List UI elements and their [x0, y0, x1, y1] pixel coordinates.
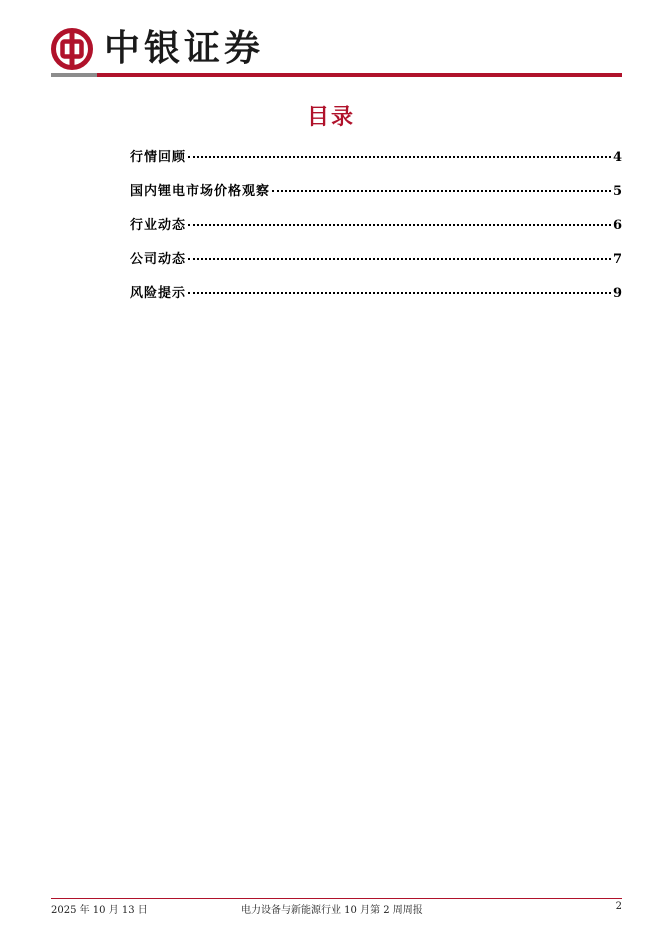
- toc-entry-label[interactable]: 行情回顾: [130, 150, 187, 165]
- toc-entry-label[interactable]: 国内锂电市场价格观察: [130, 184, 271, 199]
- footer-rule: [51, 898, 622, 899]
- toc-entry-label[interactable]: 风险提示: [130, 286, 187, 301]
- page-footer: [51, 901, 622, 915]
- toc-leader-dots: [188, 292, 611, 294]
- toc-entry-page[interactable]: 5: [612, 184, 622, 199]
- footer-page-number: 2: [615, 901, 622, 912]
- footer-date: 2025 年 10 月 13 日: [51, 905, 148, 916]
- toc-entry-page[interactable]: 9: [612, 286, 622, 301]
- header-rule-red: [97, 73, 622, 77]
- footer-report-title: 电力设备与新能源行业 10 月第 2 周周报: [241, 905, 423, 916]
- toc-entry-page[interactable]: 6: [612, 218, 622, 233]
- toc-leader-dots: [188, 224, 611, 226]
- toc-entry[interactable]: [130, 248, 622, 282]
- toc-entry-label[interactable]: 行业动态: [130, 218, 187, 233]
- toc-entry[interactable]: [130, 214, 622, 248]
- table-of-contents: [130, 146, 622, 316]
- toc-leader-dots: [188, 156, 611, 158]
- toc-entry[interactable]: [130, 180, 622, 214]
- toc-entry[interactable]: [130, 282, 622, 316]
- bank-of-china-logo-icon: [50, 27, 94, 71]
- toc-leader-dots: [272, 190, 611, 192]
- header-rule-gray: [51, 73, 97, 77]
- toc-entry-page[interactable]: 7: [612, 252, 622, 267]
- toc-entry-page[interactable]: 4: [612, 150, 622, 165]
- toc-entry-label[interactable]: 公司动态: [130, 252, 187, 267]
- page-header: [0, 0, 662, 80]
- toc-title: 目录: [306, 105, 355, 130]
- toc-entry[interactable]: [130, 146, 622, 180]
- toc-leader-dots: [188, 258, 611, 260]
- brand-name: 中银证券: [104, 27, 265, 69]
